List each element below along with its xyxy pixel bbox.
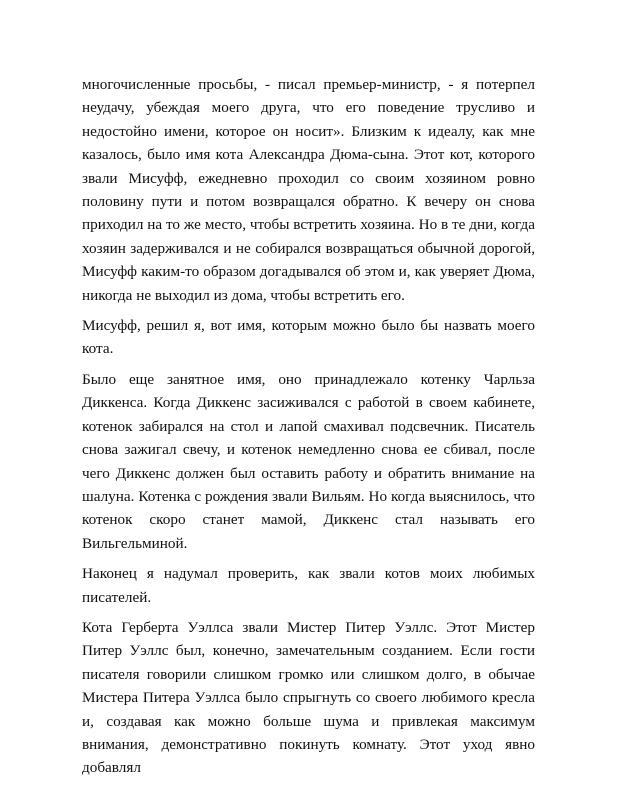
paragraph-dickens-kitten: Было еще занятное имя, оно принадлежало котенку Чарльза Диккенса. Когда Диккенс засиживался с работой в своем кабинете, котенок забирался на стол и лапой смахивал подсвечник. Писатель снова зажигал свечу, и котенок немедленно снова ее сбивал, после чего Диккенс должен был оставить работу и обратить внимание на шалуна. Котенка с рождения звали Вильям. Но когда выяснилось, что котенок скоро станет мамой, Диккенс стал называть его Вильгельминой. — [82, 370, 535, 552]
document-body — [82, 73, 535, 787]
paragraph-wells-cat: Кота Герберта Уэллса звали Мистер Питер Уэллс. Этот Мистер Питер Уэллс был, конечно, замечательным созданием. Если гости писателя говорили слишком громко или слишком долго, в обычае Мистера Питера Уэллса было спрыгнуть со своего любимого кресла и, создавая как можно больше шума и привлекая максимум внимания, демонстративно покинуть комнату. Этот уход явно добавлял — [82, 618, 535, 777]
paragraph-favorite-writers: Наконец я надумал проверить, как звали котов моих любимых писателей. — [82, 565, 535, 606]
paragraph-misuff-decision: Мисуфф, решил я, вот имя, которым можно было бы назвать моего кота. — [82, 317, 535, 358]
paragraph-misuff-dumas: многочисленные просьбы, - писал премьер-министр, - я потерпел неудачу, убеждая моего друга, что его поведение трусливо и недостойно имени, которое он носит». Близким к идеалу, как мне казалось, было имя кота Александра Дюма-сына. Этот кот, которого звали Мисуфф, ежедневно проходил со своим хозяином ровно половину пути и потом возвращался обратно. К вечеру он снова приходил на то же место, чтобы встретить хозяина. Но в те дни, когда хозяин задерживался и не собирался возвращаться обычной дорогой, Мисуфф каким-то образом догадывался об этом и, как уверяет Дюма, никогда не выходил из дома, чтобы встретить его. — [82, 76, 535, 304]
